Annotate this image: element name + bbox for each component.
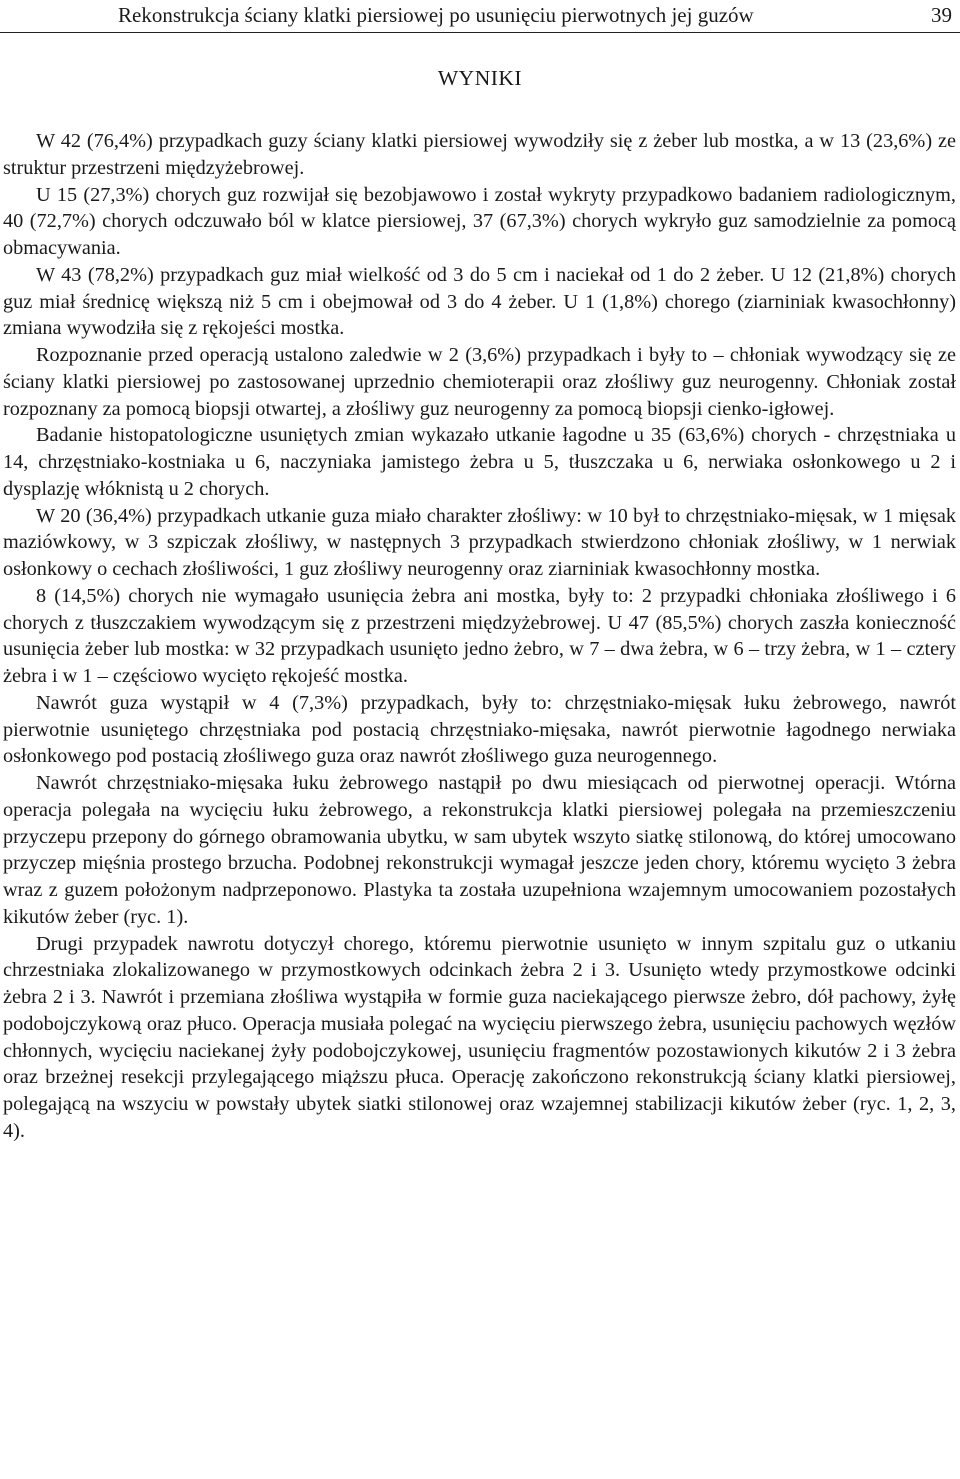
paragraph: Rozpoznanie przed operacją ustalono zaledwie w 2 (3,6%) przypadkach i były to – chłoniak wywodzący się ze ściany klatki piersiowej po zastosowanej uprzednio chemioterapii oraz złośliwy guz neurogenny. Chłoniak został rozpoznany za pomocą biopsji otwartej, a złośliwy guz neurogenny za pomocą biopsji cienko-igłowej. xyxy=(3,344,956,420)
running-title: Rekonstrukcja ściany klatki piersiowej po usunięciu pierwotnych jej guzów xyxy=(118,3,754,27)
page-number: 39 xyxy=(931,3,952,27)
paragraph: W 43 (78,2%) przypadkach guz miał wielkość od 3 do 5 cm i naciekał od 1 do 2 żeber. U 12 (21,8%) chorych guz miał średnicę większą niż 5 cm i obejmował od 3 do 4 żeber. U 1 (1,8%) chorego (ziarniniak kwasochłonny) zmiana wywodziła się z rękojeści mostka. xyxy=(3,263,956,340)
paragraph: Badanie histopatologiczne usuniętych zmian wykazało utkanie łagodne u 35 (63,6%) chorych - chrzęstniaka u 14, chrzęstniako-kostniaka u 6, naczyniaka jamistego żebra u 5, tłuszczaka u 6, nerwiaka osłonkowego u 2 i dysplazję włóknistą u 2 chorych. xyxy=(3,424,956,500)
running-header xyxy=(0,2,960,33)
paragraph: U 15 (27,3%) chorych guz rozwijał się bezobjawowo i został wykryty przypadkowo badaniem radiologicznym, 40 (72,7%) chorych odczuwało ból w klatce piersiowej, 37 (67,3%) chorych wykryło guz samodzielnie za pomocą obmacywania. xyxy=(3,183,956,259)
paragraph: W 42 (76,4%) przypadkach guzy ściany klatki piersiowej wywodziły się z żeber lub mostka, a w 13 (23,6%) ze struktur przestrzeni międzyżebrowej. xyxy=(3,130,956,179)
paragraph: Nawrót chrzęstniako-mięsaka łuku żebrowego nastąpił po dwu miesiącach od pierwotnej operacji. Wtórna operacja polegała na wycięciu łuku żebrowego, a rekonstrukcja klatki piersiowej polegała na przemieszczeniu przyczepu przepony do górnego obramowania ubytku, w sam ubytek wszyto siatkę stilonową, do której umocowano przyczep mięśnia prostego brzucha. Podobnej rekonstrukcji wymagał jeszcze jeden chory, któremu wycięto 3 żebra wraz z guzem położonym nadprzeponowo. Plastyka ta została uzupełniona wzajemnym umocowaniem pozostałych kikutów żeber (ryc. 1). xyxy=(3,772,956,928)
section-heading: WYNIKI xyxy=(437,66,523,90)
paragraph: Drugi przypadek nawrotu dotyczył chorego, któremu pierwotnie usunięto w innym szpitalu guz o utkaniu chrzestniaka zlokalizowanego w przymostkowych odcinkach żebra 2 i 3. Usunięto wtedy przymostkowe odcinki żebra 2 i 3. Nawrót i przemiana złośliwa wystąpiła w formie guza naciekającego pierwsze żebro, dół pachowy, żyłę podobojczykową oraz płuco. Operacja musiała polegać na wycięciu pierwszego żebra, usunięciu pachowych węzłów chłonnych, wycięciu naciekanej żyły podobojczykowej, usunięciu fragmentów pozostawionych kikutów 2 i 3 żebra oraz brzeżnej resekcji przylegającego miąższu płuca. Operację zakończono rekonstrukcją ściany klatki piersiowej, polegającą na wszyciu w powstały ubytek siatki stilonowej oraz wzajemnej stabilizacji kikutów żeber (ryc. 1, 2, 3, 4). xyxy=(3,932,956,1142)
paragraph: W 20 (36,4%) przypadkach utkanie guza miało charakter złośliwy: w 10 był to chrzęstniako-mięsak, w 1 mięsak maziówkowy, w 3 szpiczak złośliwy, w następnych 3 przypadkach stwierdzono chłoniak złośliwy, w 1 nerwiak osłonkowy o cechach złośliwości, 1 guz złośliwy neurogenny oraz ziarniniak kwasochłonny mostka. xyxy=(3,504,956,580)
paragraph: 8 (14,5%) chorych nie wymagało usunięcia żebra ani mostka, były to: 2 przypadki chłoniaka złośliwego i 6 chorych z tłuszczakiem wywodzącym się z przestrzeni międzyżebrowej. U 47 (85,5%) chorych zaszła konieczność usunięcia żeber lub mostka: w 32 przypadkach usunięto jedno żebro, w 7 – dwa żebra, w 6 – trzy żebra, w 1 – cztery żebra i w 1 – częściowo wycięto rękojeść mostka. xyxy=(3,584,956,687)
body-text xyxy=(3,128,956,1145)
paragraph: Nawrót guza wystąpił w 4 (7,3%) przypadkach, były to: chrzęstniako-mięsak łuku żebrowego, nawrót pierwotnie usuniętego chrzęstniaka pod postacią chrzęstniako-mięsaka, nawrót pierwotnie łagodnego nerwiaka osłonkowego pod postacią złośliwego guza oraz nawrót złośliwego guza neurogennego. xyxy=(3,691,956,768)
